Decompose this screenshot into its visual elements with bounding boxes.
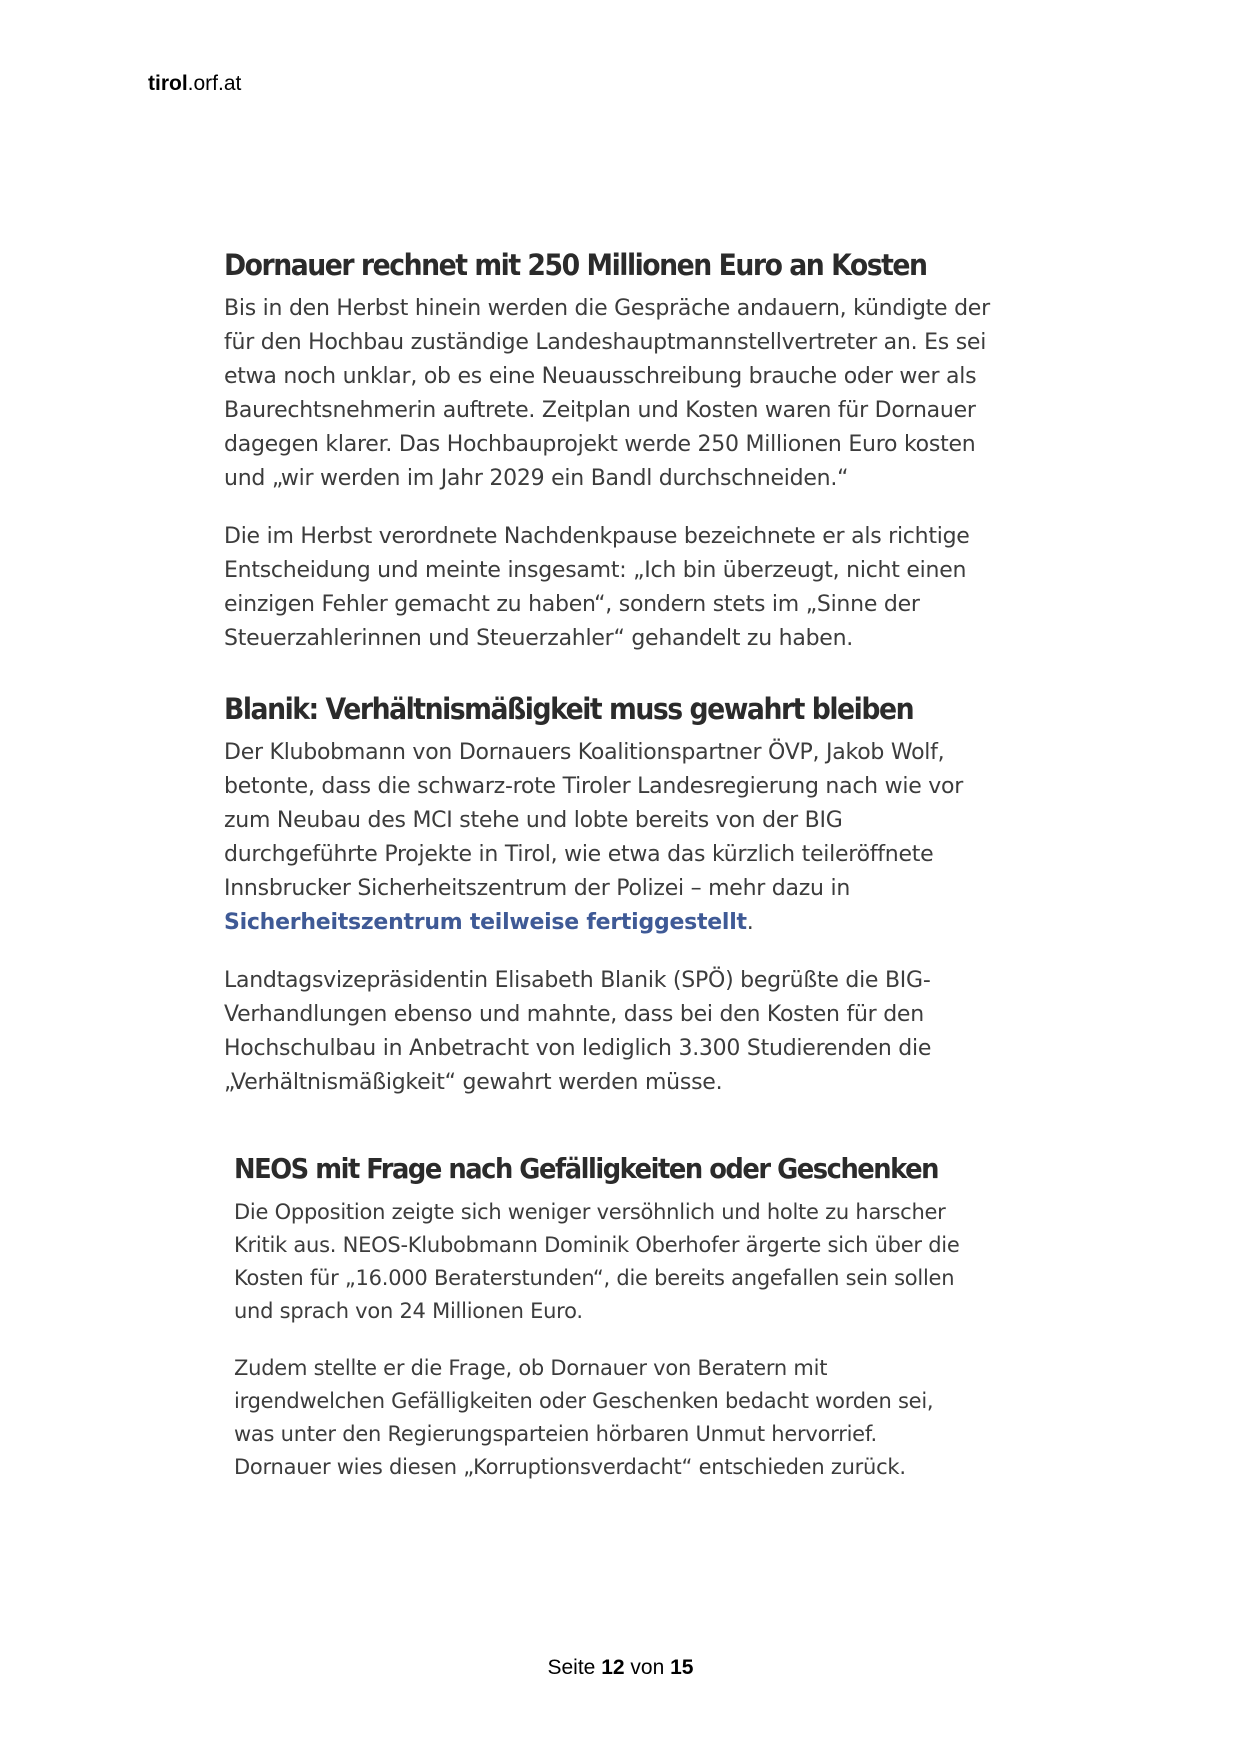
page-separator: von bbox=[630, 1656, 665, 1679]
text-line: betonte, dass die schwarz-rote Tiroler Landesregierung nach wie vor bbox=[224, 774, 964, 799]
text-line: dagegen klarer. Das Hochbauprojekt werde 250 Millionen Euro kosten bbox=[224, 432, 976, 457]
text-line: Hochschulbau in Anbetracht von lediglich 3.300 Studierenden die bbox=[224, 1036, 932, 1061]
paragraph bbox=[234, 1352, 1034, 1484]
paragraph bbox=[224, 292, 1044, 496]
text-line: etwa noch unklar, ob es eine Neuausschreibung brauche oder wer als bbox=[224, 364, 977, 389]
text-line: Der Klubobmann von Dornauers Koalitionspartner ÖVP, Jakob Wolf, bbox=[224, 740, 945, 765]
text-line: Kosten für „16.000 Beraterstunden“, die bereits angefallen sein sollen bbox=[234, 1266, 955, 1290]
article-link-sicherheitszentrum[interactable]: Sicherheitszentrum teilweise fertiggestellt bbox=[224, 910, 747, 935]
text-line: Innsbrucker Sicherheitszentrum der Polizei – mehr dazu in bbox=[224, 876, 851, 901]
page-label: Seite bbox=[547, 1656, 596, 1679]
current-page-number: 12 bbox=[601, 1656, 625, 1679]
total-pages-number: 15 bbox=[670, 1656, 694, 1679]
section-heading: NEOS mit Frage nach Gefälligkeiten oder Geschenken bbox=[234, 1152, 939, 1185]
text-line bbox=[224, 906, 1044, 940]
link-suffix: . bbox=[746, 910, 754, 935]
text-line: und sprach von 24 Millionen Euro. bbox=[234, 1299, 583, 1323]
article-section-neos bbox=[234, 1148, 1034, 1508]
article-section-blanik bbox=[224, 688, 1044, 1124]
paragraph bbox=[224, 736, 1044, 940]
paragraph bbox=[234, 1196, 1034, 1328]
text-line: Landtagsvizepräsidentin Elisabeth Blanik (SPÖ) begrüßte die BIG- bbox=[224, 968, 931, 993]
article-section-costs bbox=[224, 244, 1044, 680]
text-line: einzigen Fehler gemacht zu haben“, sondern stets im „Sinne der bbox=[224, 592, 920, 617]
text-line: und „wir werden im Jahr 2029 ein Bandl durchschneiden.“ bbox=[224, 466, 849, 491]
text-line: Bis in den Herbst hinein werden die Gespräche andauern, kündigte der bbox=[224, 296, 990, 321]
text-line: für den Hochbau zuständige Landeshauptmannstellvertreter an. Es sei bbox=[224, 330, 987, 355]
text-line: zum Neubau des MCI stehe und lobte bereits von der BIG bbox=[224, 808, 843, 833]
text-line: Steuerzahlerinnen und Steuerzahler“ gehandelt zu haben. bbox=[224, 626, 854, 651]
site-name-rest: .orf.at bbox=[187, 72, 242, 95]
text-line: Entscheidung und meinte insgesamt: „Ich bin überzeugt, nicht einen bbox=[224, 558, 967, 583]
paragraph bbox=[224, 520, 1044, 656]
text-line: irgendwelchen Gefälligkeiten oder Geschenken bedacht worden sei, bbox=[234, 1389, 934, 1413]
text-line: durchgeführte Projekte in Tirol, wie etwa das kürzlich teileröffnete bbox=[224, 842, 934, 867]
paragraph bbox=[224, 964, 1044, 1100]
text-line: Kritik aus. NEOS-Klubobmann Dominik Oberhofer ärgerte sich über die bbox=[234, 1233, 960, 1257]
text-line: Die Opposition zeigte sich weniger versöhnlich und holte zu harscher bbox=[234, 1200, 946, 1224]
text-line: Baurechtsnehmerin auftrete. Zeitplan und Kosten waren für Dornauer bbox=[224, 398, 976, 423]
text-line: „Verhältnismäßigkeit“ gewahrt werden müsse. bbox=[224, 1070, 723, 1095]
text-line: Verhandlungen ebenso und mahnte, dass bei den Kosten für den bbox=[224, 1002, 924, 1027]
site-header bbox=[148, 72, 241, 96]
text-line: was unter den Regierungsparteien hörbaren Unmut hervorrief. bbox=[234, 1422, 877, 1446]
text-line: Dornauer wies diesen „Korruptionsverdacht“ entschieden zurück. bbox=[234, 1455, 906, 1479]
text-line: Die im Herbst verordnete Nachdenkpause bezeichnete er als richtige bbox=[224, 524, 970, 549]
section-heading: Blanik: Verhältnismäßigkeit muss gewahrt bleiben bbox=[224, 692, 914, 726]
section-heading: Dornauer rechnet mit 250 Millionen Euro an Kosten bbox=[224, 248, 927, 282]
text-line: Zudem stellte er die Frage, ob Dornauer von Beratern mit bbox=[234, 1356, 828, 1380]
site-name-strong: tirol bbox=[148, 72, 188, 95]
page-footer bbox=[0, 1656, 1241, 1680]
